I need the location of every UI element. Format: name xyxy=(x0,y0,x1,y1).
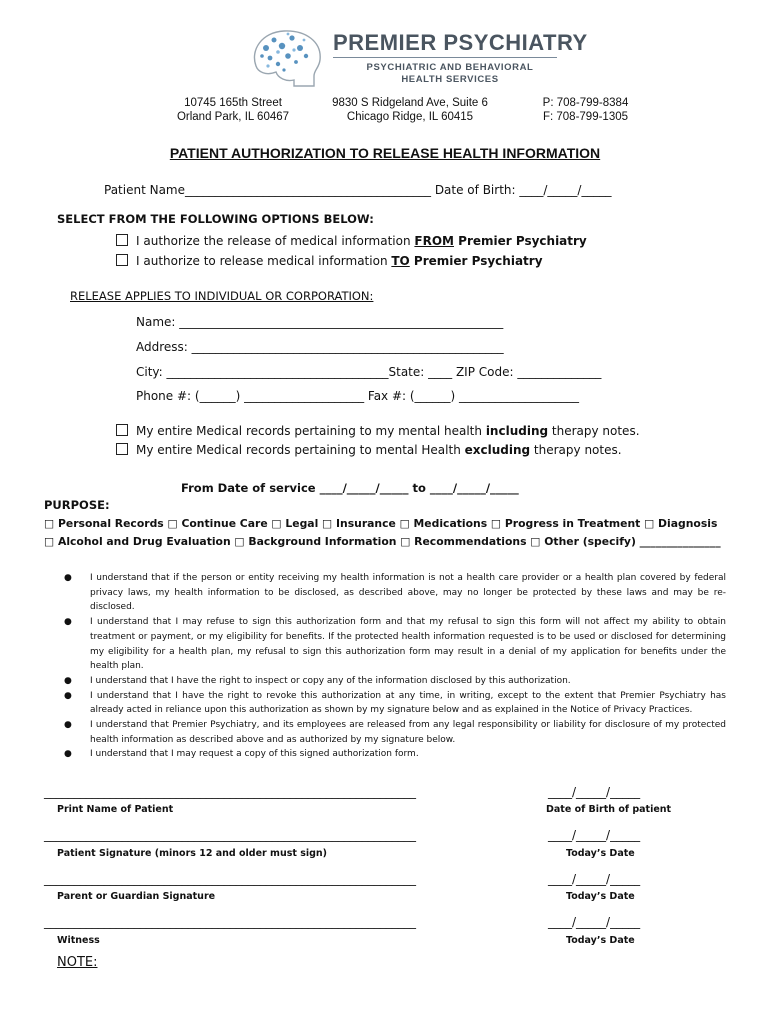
option-release-from[interactable]: I authorize the release of medical information FROM Premier Psychiatry xyxy=(116,234,587,248)
form-title: PATIENT AUTHORIZATION TO RELEASE HEALTH INFORMATION xyxy=(169,145,601,161)
guardian-sign-date-line[interactable]: ____/_____/_____ xyxy=(548,872,641,886)
address-orland-park: 10745 165th Street Orland Park, IL 60467 xyxy=(176,97,290,123)
patient-signature-label: Patient Signature (minors 12 and older must sign) xyxy=(57,848,328,859)
address-chicago-ridge: 9830 S Ridgeland Ave, Suite 6 Chicago Ridge, IL 60415 xyxy=(332,97,488,123)
note-heading: NOTE: xyxy=(57,955,98,970)
option-release-to[interactable]: I authorize to release medical information TO Premier Psychiatry xyxy=(116,254,543,268)
records-including-therapy[interactable]: My entire Medical records pertaining to my mental health including therapy notes. xyxy=(116,424,640,438)
acknowledgements-list xyxy=(64,571,726,762)
witness-label: Witness xyxy=(57,935,100,946)
logo-title: PREMIER PSYCHIATRY xyxy=(333,30,588,55)
recipient-name-field[interactable]: Name: ______________________________________________________ xyxy=(136,315,504,329)
print-name-label: Print Name of Patient xyxy=(57,804,174,815)
patient-name-dob-line[interactable]: Patient Name_________________________________________ Date of Birth: ____/_____/_____ xyxy=(104,183,612,197)
dob-label: Date of Birth of patient xyxy=(546,804,672,815)
print-name-line[interactable]: ______________________________________________________________ xyxy=(44,785,416,799)
todays-date-label: Today’s Date xyxy=(566,935,635,946)
purpose-heading: PURPOSE: xyxy=(44,498,110,512)
list-item: ● I understand that I have the right to inspect or copy any of the information disclosed by this authorization. xyxy=(64,675,571,686)
checkbox[interactable] xyxy=(116,234,128,246)
checkbox[interactable] xyxy=(116,424,128,436)
records-excluding-therapy[interactable]: My entire Medical records pertaining to mental Health excluding therapy notes. xyxy=(116,443,622,457)
todays-date-label: Today’s Date xyxy=(566,848,635,859)
purpose-options-row-1[interactable]: □ Personal Records □ Continue Care □ Legal □ Insurance □ Medications □ Progress in Treatment □ Diagnosis xyxy=(44,517,718,530)
list-item: ● I understand that if the person or entity receiving my health information is not a health care provider or a health plan covered by federal privacy laws, my health information to be disclosed, as described above, may no longer be protected by these laws and may be re-disclosed. xyxy=(64,573,726,613)
dob-date-line[interactable]: ____/_____/_____ xyxy=(548,785,641,799)
release-heading: RELEASE APPLIES TO INDIVIDUAL OR CORPORATION: xyxy=(70,289,374,303)
checkbox[interactable] xyxy=(116,443,128,455)
guardian-signature-line[interactable]: ______________________________________________________________ xyxy=(44,872,416,886)
recipient-address-field[interactable]: Address: ____________________________________________________ xyxy=(136,340,504,354)
contact-numbers: P: 708-799-8384 F: 708-799-1305 xyxy=(542,97,629,123)
list-item: ● I understand that Premier Psychiatry, and its employees are released from any legal responsibility or liability for disclosure of my protected health information as described above and as authorized by my signature below. xyxy=(64,720,726,745)
patient-sign-date-line[interactable]: ____/_____/_____ xyxy=(548,828,641,842)
date-of-service-line[interactable]: From Date of service ____/_____/_____ to ____/_____/_____ xyxy=(181,481,519,495)
list-item: ● I understand that I may refuse to sign this authorization form and that my refusal to sign this form will not affect my ability to obtain treatment or payment, or my eligibility for benefits. If the protected health information requested is to be used or disclosed for determining my eligibility for a health plan, my refusal to sign this authorization form may result in a denial of my application for benefits under the health plan. xyxy=(64,617,726,672)
recipient-city-state-zip-field[interactable]: City: _____________________________________State: ____ ZIP Code: ______________ xyxy=(136,365,602,379)
recipient-phone-fax-field[interactable]: Phone #: (______) ____________________ Fax #: (______) ____________________ xyxy=(136,389,580,403)
checkbox[interactable] xyxy=(116,254,128,266)
logo-subtitle: PSYCHIATRIC AND BEHAVIORAL HEALTH SERVICES xyxy=(366,62,534,85)
logo-divider xyxy=(333,57,557,58)
todays-date-label: Today’s Date xyxy=(566,891,635,902)
brain-head-logo-icon xyxy=(248,26,328,90)
list-item: ● I understand that I may request a copy of this signed authorization form. xyxy=(64,749,419,760)
guardian-signature-label: Parent or Guardian Signature xyxy=(57,891,216,902)
patient-signature-line[interactable]: ______________________________________________________________ xyxy=(44,828,416,842)
select-options-heading: SELECT FROM THE FOLLOWING OPTIONS BELOW: xyxy=(57,212,374,226)
logo xyxy=(248,26,328,90)
witness-line[interactable]: ______________________________________________________________ xyxy=(44,915,416,929)
purpose-options-row-2[interactable]: □ Alcohol and Drug Evaluation □ Background Information □ Recommendations □ Other (specify) _______________ xyxy=(44,535,721,548)
witness-date-line[interactable]: ____/_____/_____ xyxy=(548,915,641,929)
list-item: ● I understand that I have the right to revoke this authorization at any time, in writing, except to the extent that Premier Psychiatry has already acted in reliance upon this authorization as shown by my signature below and as explained in the Notice of Privacy Practices. xyxy=(64,690,726,716)
